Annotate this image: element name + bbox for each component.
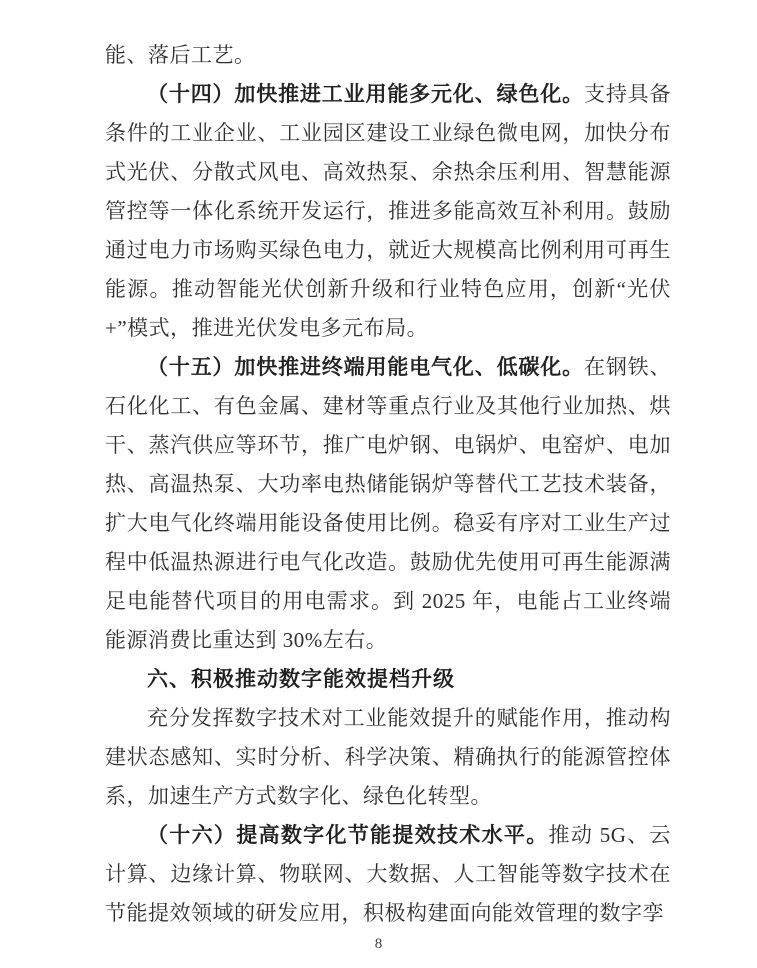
clause-15-body-text: 在钢铁、石化化工、有色金属、建材等重点行业及其他行业加热、烘干、蒸汽供应等环节，推广电炉钢、电锅炉、电窑炉、电加热、高温热泵、大功率电热储能锅炉等替代工艺技术装备，扩大电气化终端用能设备使用比例。稳妥有序对工业生产过程中低温热源进行电气化改造。鼓励优先使用可再生能源满足电能替代项目的用电需求。到 2025 年，电能占工业终端能源消费比重达到 30%左右。 (105, 355, 672, 652)
section-heading-6 (105, 660, 671, 699)
clause-16-heading: （十六）提高数字化节能提效技术水平。 (147, 823, 549, 847)
paragraph-section-6-intro (105, 699, 671, 816)
section-heading-6-text: 六、积极推动数字能效提档升级 (147, 668, 455, 691)
paragraph-clause-16 (105, 816, 671, 933)
clause-14-heading: （十四）加快推进工业用能多元化、绿色化。 (147, 82, 584, 106)
section-6-intro-text: 充分发挥数字技术对工业能效提升的赋能作用，推动构建状态感知、实时分析、科学决策、精确执行的能源管控体系，加速生产方式数字化、绿色化转型。 (105, 706, 671, 808)
page-number: 8 (374, 936, 383, 952)
paragraph-text: 能、落后工艺。 (105, 43, 256, 67)
paragraph-continuation (105, 36, 671, 75)
clause-16-body-text: 推动 5G、云计算、边缘计算、物联网、大数据、人工智能等数字技术在节能提效领域的研发应用，积极构建面向能效管理的数字孪 (105, 823, 672, 925)
clause-14-body-text: 支持具备条件的工业企业、工业园区建设工业绿色微电网，加快分布式光伏、分散式风电、高效热泵、余热余压利用、智慧能源管控等一体化系统开发运行，推进多能高效互补利用。鼓励通过电力市场购买绿色电力，就近大规模高比例利用可再生能源。推动智能光伏创新升级和行业特色应用，创新“光伏+”模式，推进光伏发电多元布局。 (105, 82, 672, 340)
document-body (105, 36, 671, 933)
paragraph-clause-14 (105, 75, 671, 348)
paragraph-clause-15 (105, 348, 671, 660)
clause-15-heading: （十五）加快推进终端用能电气化、低碳化。 (147, 355, 584, 379)
